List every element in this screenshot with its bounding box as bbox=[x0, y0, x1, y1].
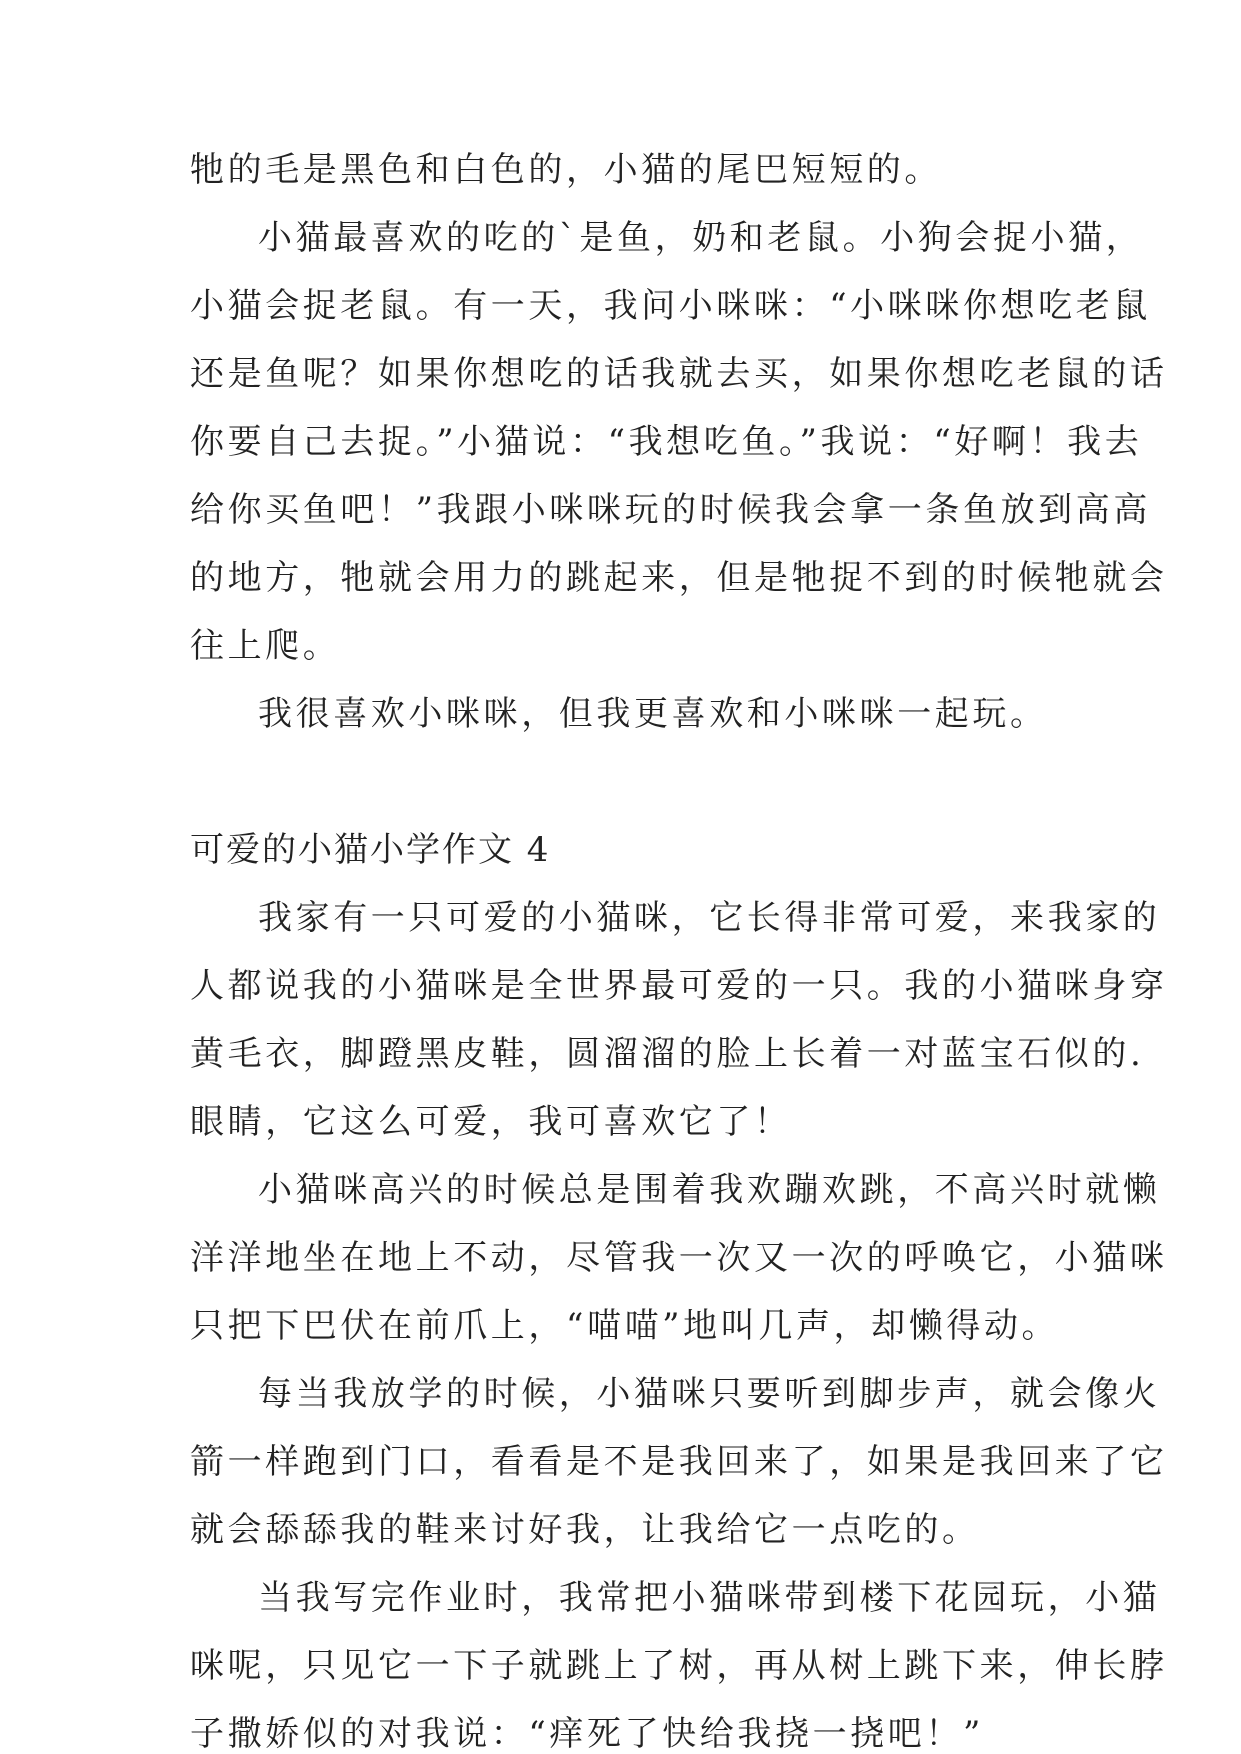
paragraph-line: 只把下巴伏在前爪上，“喵喵”地叫几声，却懒得动。 bbox=[190, 1306, 1060, 1346]
paragraph-line: 每当我放学的时候，小猫咪只要听到脚步声，就会像火 bbox=[258, 1374, 1161, 1414]
paragraph-line: 你要自己去捉。”小猫说：“我想吃鱼。”我说：“好啊！我去 bbox=[190, 422, 1143, 462]
paragraph-line: 往上爬。 bbox=[190, 626, 341, 666]
paragraph-line: 子撒娇似的对我说：“痒死了快给我挠一挠吧！” bbox=[190, 1714, 984, 1754]
paragraph-line: 箭一样跑到门口，看看是不是我回来了，如果是我回来了它 bbox=[190, 1442, 1168, 1482]
paragraph-line: 牠的毛是黑色和白色的，小猫的尾巴短短的。 bbox=[190, 150, 942, 190]
paragraph-line: 洋洋地坐在地上不动，尽管我一次又一次的呼唤它，小猫咪 bbox=[190, 1238, 1168, 1278]
paragraph-line: 我很喜欢小咪咪，但我更喜欢和小咪咪一起玩。 bbox=[258, 694, 1048, 734]
essay-title: 可爱的小猫小学作文 4 bbox=[190, 830, 551, 870]
paragraph-line: 还是鱼呢？如果你想吃的话我就去买，如果你想吃老鼠的话 bbox=[190, 354, 1168, 394]
paragraph-line: 小猫咪高兴的时候总是围着我欢蹦欢跳，不高兴时就懒 bbox=[258, 1170, 1161, 1210]
paragraph-line: 我家有一只可爱的小猫咪，它长得非常可爱，来我家的 bbox=[258, 898, 1161, 938]
paragraph-line: 小猫最喜欢的吃的`是鱼，奶和老鼠。小狗会捉小猫， bbox=[258, 218, 1144, 258]
paragraph-line: 人都说我的小猫咪是全世界最可爱的一只。我的小猫咪身穿 bbox=[190, 966, 1168, 1006]
paragraph-line: 眼睛，它这么可爱，我可喜欢它了！ bbox=[190, 1102, 792, 1142]
paragraph-line: 咪呢，只见它一下子就跳上了树，再从树上跳下来，伸长脖 bbox=[190, 1646, 1168, 1686]
paragraph-line: 的地方，牠就会用力的跳起来，但是牠捉不到的时候牠就会 bbox=[190, 558, 1168, 598]
paragraph-line: 当我写完作业时，我常把小猫咪带到楼下花园玩，小猫 bbox=[258, 1578, 1161, 1618]
paragraph-line: 就会舔舔我的鞋来讨好我，让我给它一点吃的。 bbox=[190, 1510, 980, 1550]
paragraph-line: 给你买鱼吧！”我跟小咪咪玩的时候我会拿一条鱼放到高高 bbox=[190, 490, 1151, 530]
paragraph-line: 黄毛衣，脚蹬黑皮鞋，圆溜溜的脸上长着一对蓝宝石似的. bbox=[190, 1034, 1145, 1074]
paragraph-line: 小猫会捉老鼠。有一天，我问小咪咪：“小咪咪你想吃老鼠 bbox=[190, 286, 1151, 326]
